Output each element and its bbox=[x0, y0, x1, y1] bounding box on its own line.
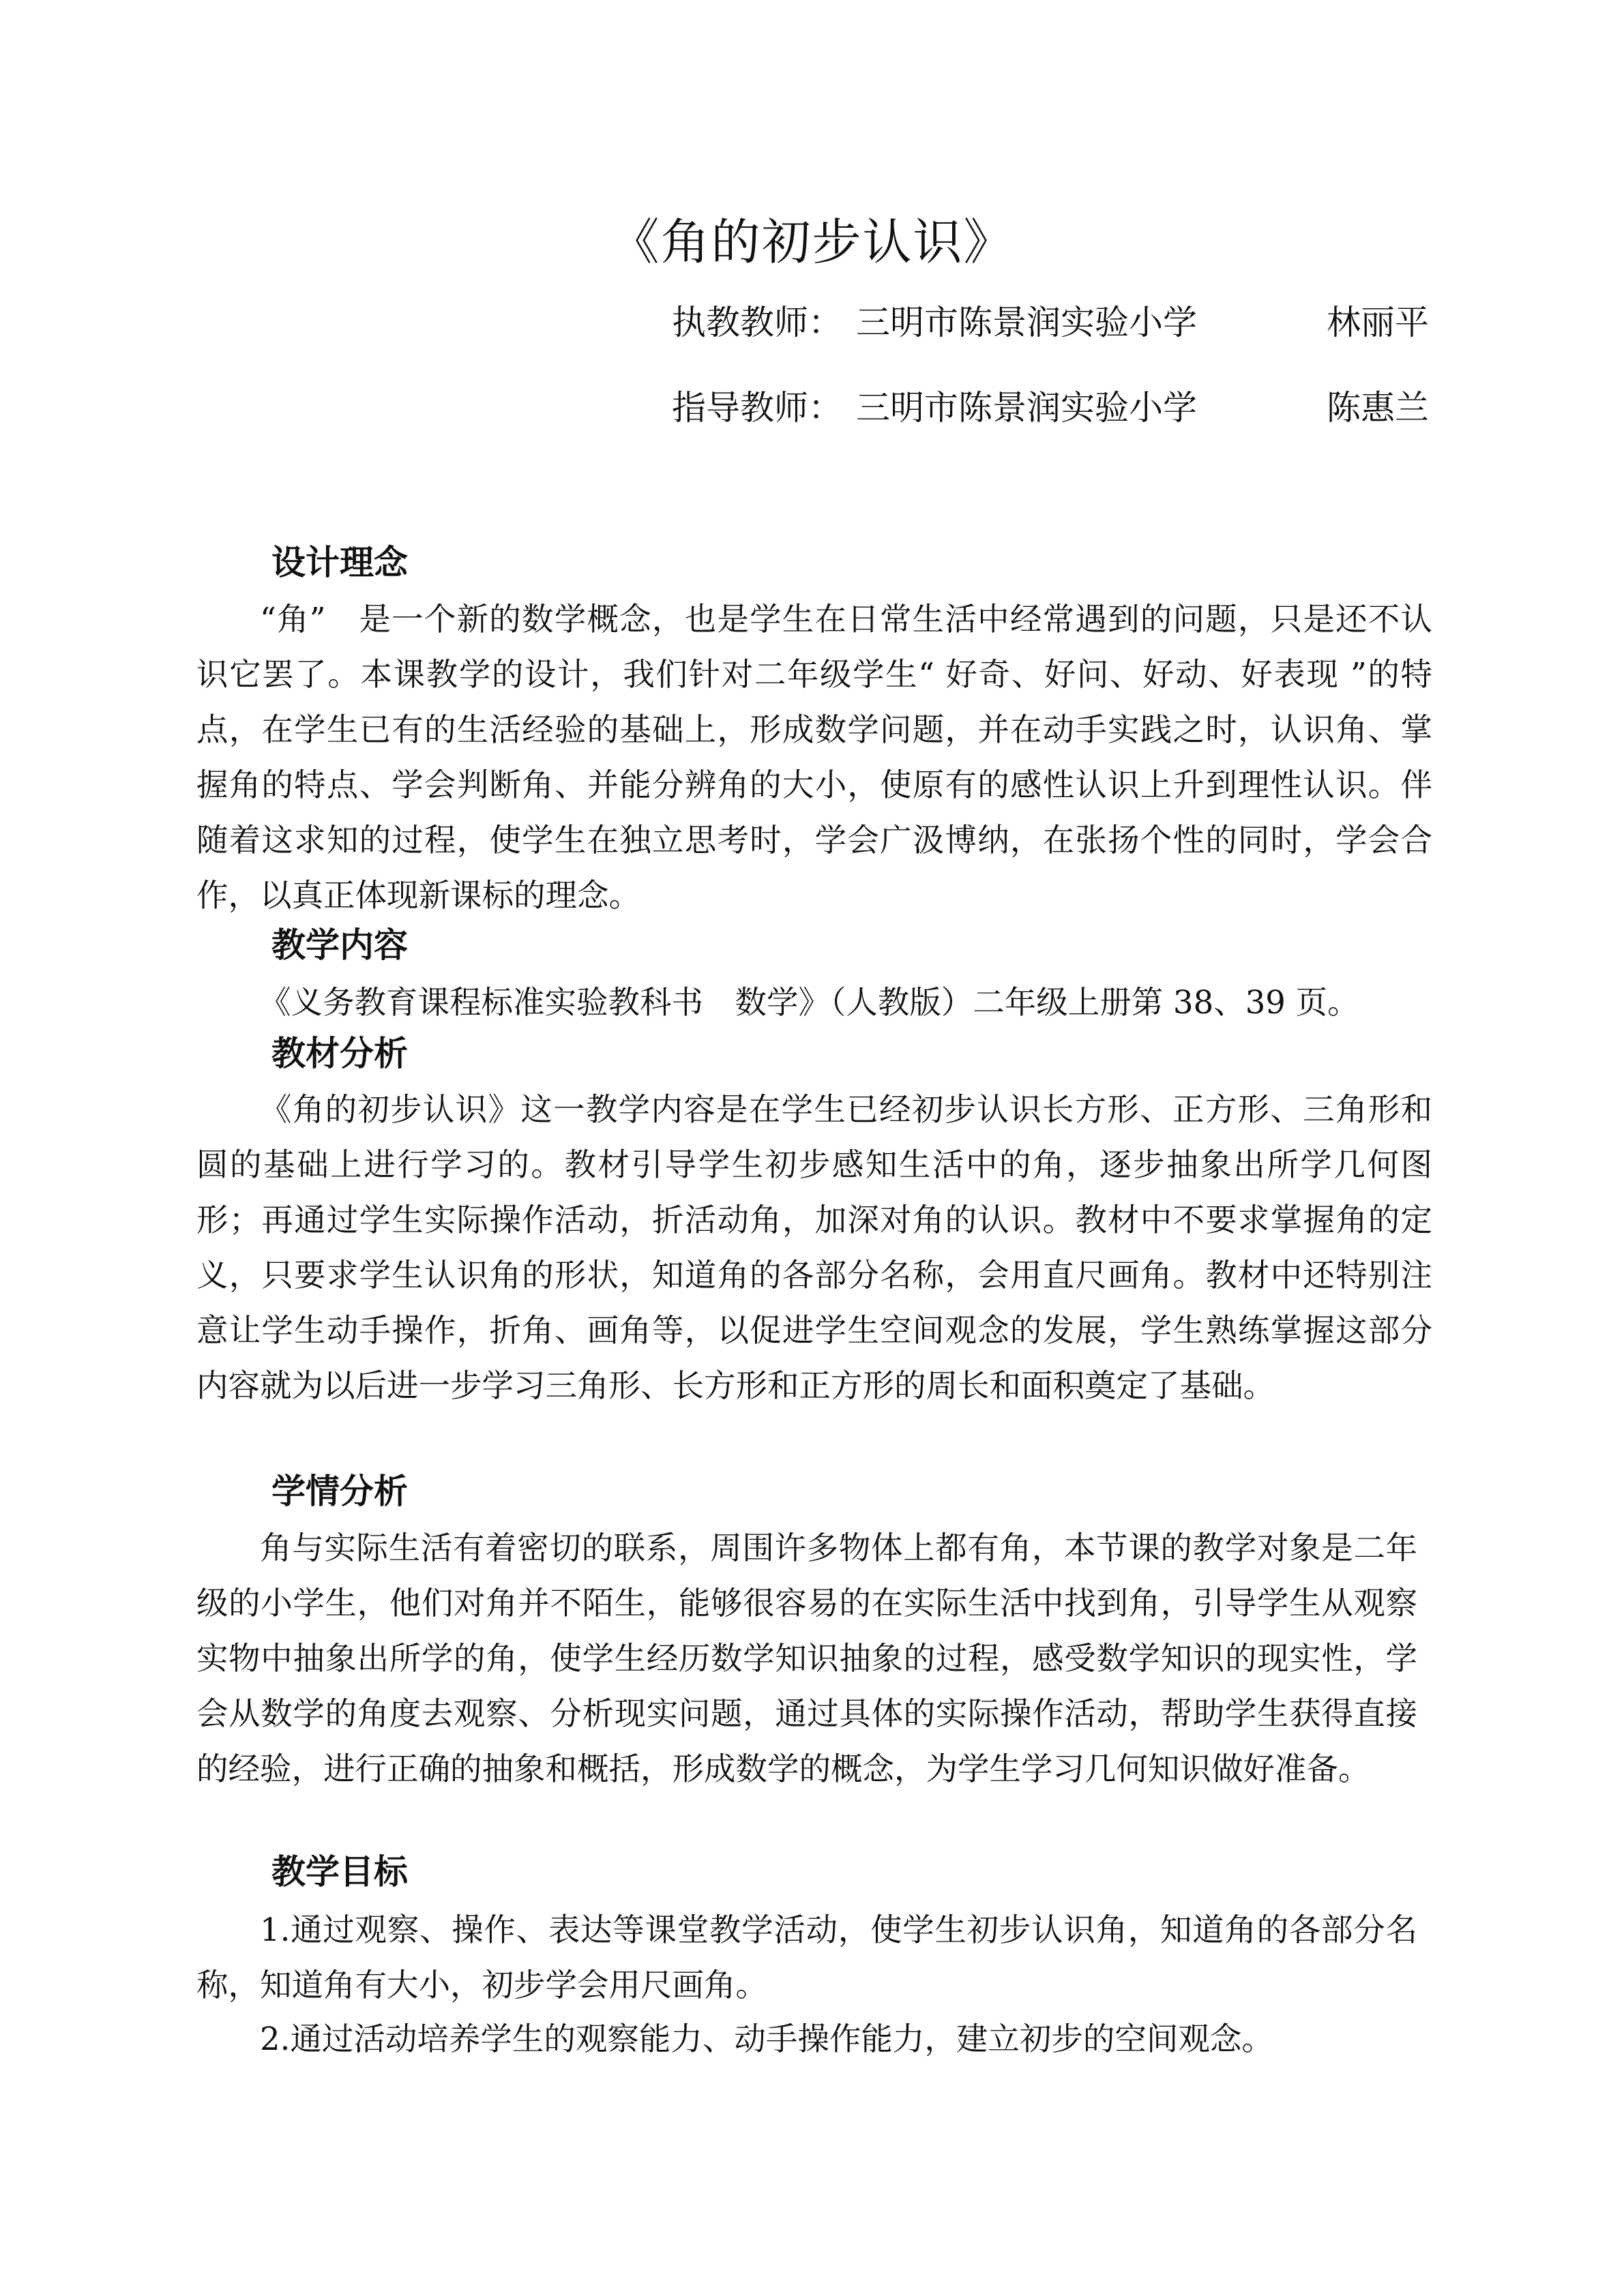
section-heading-teaching-goals: 教学目标 bbox=[271, 1852, 408, 1892]
paragraph-textbook-analysis: 《角的初步认识》这一教学内容是在学生已经初步认识长方形、正方形、三角形和圆的基础上进行学习的。教材引导学生初步感知生活中的角，逐步抽象出所学几何图形；再通过学生实际操作活动，折活动角，加深对角的认识。教材中不要求掌握角的定义，只要求学生认识角的形状，知道角的各部分名称，会用直尺画角。教材中还特别注意让学生动手操作，折角、画角等，以促进学生空间观念的发展，学生熟练掌握这部分内容就为以后进一步学习三角形、长方形和正方形的周长和面积奠定了基础。 bbox=[196, 1091, 1432, 1404]
teacher-line-advisor bbox=[672, 377, 1443, 438]
teacher-school: 三明市陈景润实验小学 bbox=[856, 388, 1197, 428]
page-title: 《角的初步认识》 bbox=[610, 213, 1014, 271]
teacher-line-instructor bbox=[672, 292, 1443, 353]
list-item-teaching-goal-1: 1.通过观察、操作、表达等课堂教学活动，使学生初步认识角，知道角的各部分名称，知道角有大小，初步学会用尺画角。 bbox=[196, 1911, 1417, 2003]
teacher-name: 陈惠兰 bbox=[1327, 388, 1429, 428]
list-item-teaching-goal-2: 2.通过活动培养学生的观察能力、动手操作能力，建立初步的空间观念。 bbox=[260, 2021, 1273, 2057]
section-heading-textbook-analysis: 教材分析 bbox=[271, 1034, 408, 1073]
teacher-role-label: 指导教师： bbox=[672, 388, 842, 428]
section-heading-student-analysis: 学情分析 bbox=[271, 1472, 408, 1511]
section-heading-teaching-content: 教学内容 bbox=[271, 925, 408, 965]
teacher-school: 三明市陈景润实验小学 bbox=[856, 303, 1197, 342]
section-heading-design-concept: 设计理念 bbox=[271, 543, 408, 582]
paragraph-teaching-content: 《义务教育课程标准实验教科书 数学》（人教版）二年级上册第 38、39 页。 bbox=[259, 984, 1359, 1021]
teacher-role-label: 执教教师： bbox=[672, 303, 842, 342]
teacher-name: 林丽平 bbox=[1327, 303, 1429, 342]
paragraph-design-concept: “角” 是一个新的数学概念，也是学生在日常生活中经常遇到的问题，只是还不认识它罢了。本课教学的设计，我们针对二年级学生“ 好奇、好问、好动、好表现 ”的特点，在学生已有的生活经验的基础上，形成数学问题，并在动手实践之时，认识角、掌握角的特点、学会判断角、并能分辨角的大小，使原有的感性认识上升到理性认识。伴随着这求知的过程，使学生在独立思考时，学会广汲博纳，在张扬个性的同时，学会合作，以真正体现新课标的理念。 bbox=[196, 601, 1432, 914]
paragraph-student-analysis: 角与实际生活有着密切的联系，周围许多物体上都有角，本节课的教学对象是二年级的小学生，他们对角并不陌生，能够很容易的在实际生活中找到角，引导学生从观察实物中抽象出所学的角，使学生经历数学知识抽象的过程，感受数学知识的现实性，学会从数学的角度去观察、分析现实问题，通过具体的实际操作活动，帮助学生获得直接的经验，进行正确的抽象和概括，形成数学的概念，为学生学习几何知识做好准备。 bbox=[196, 1530, 1417, 1787]
